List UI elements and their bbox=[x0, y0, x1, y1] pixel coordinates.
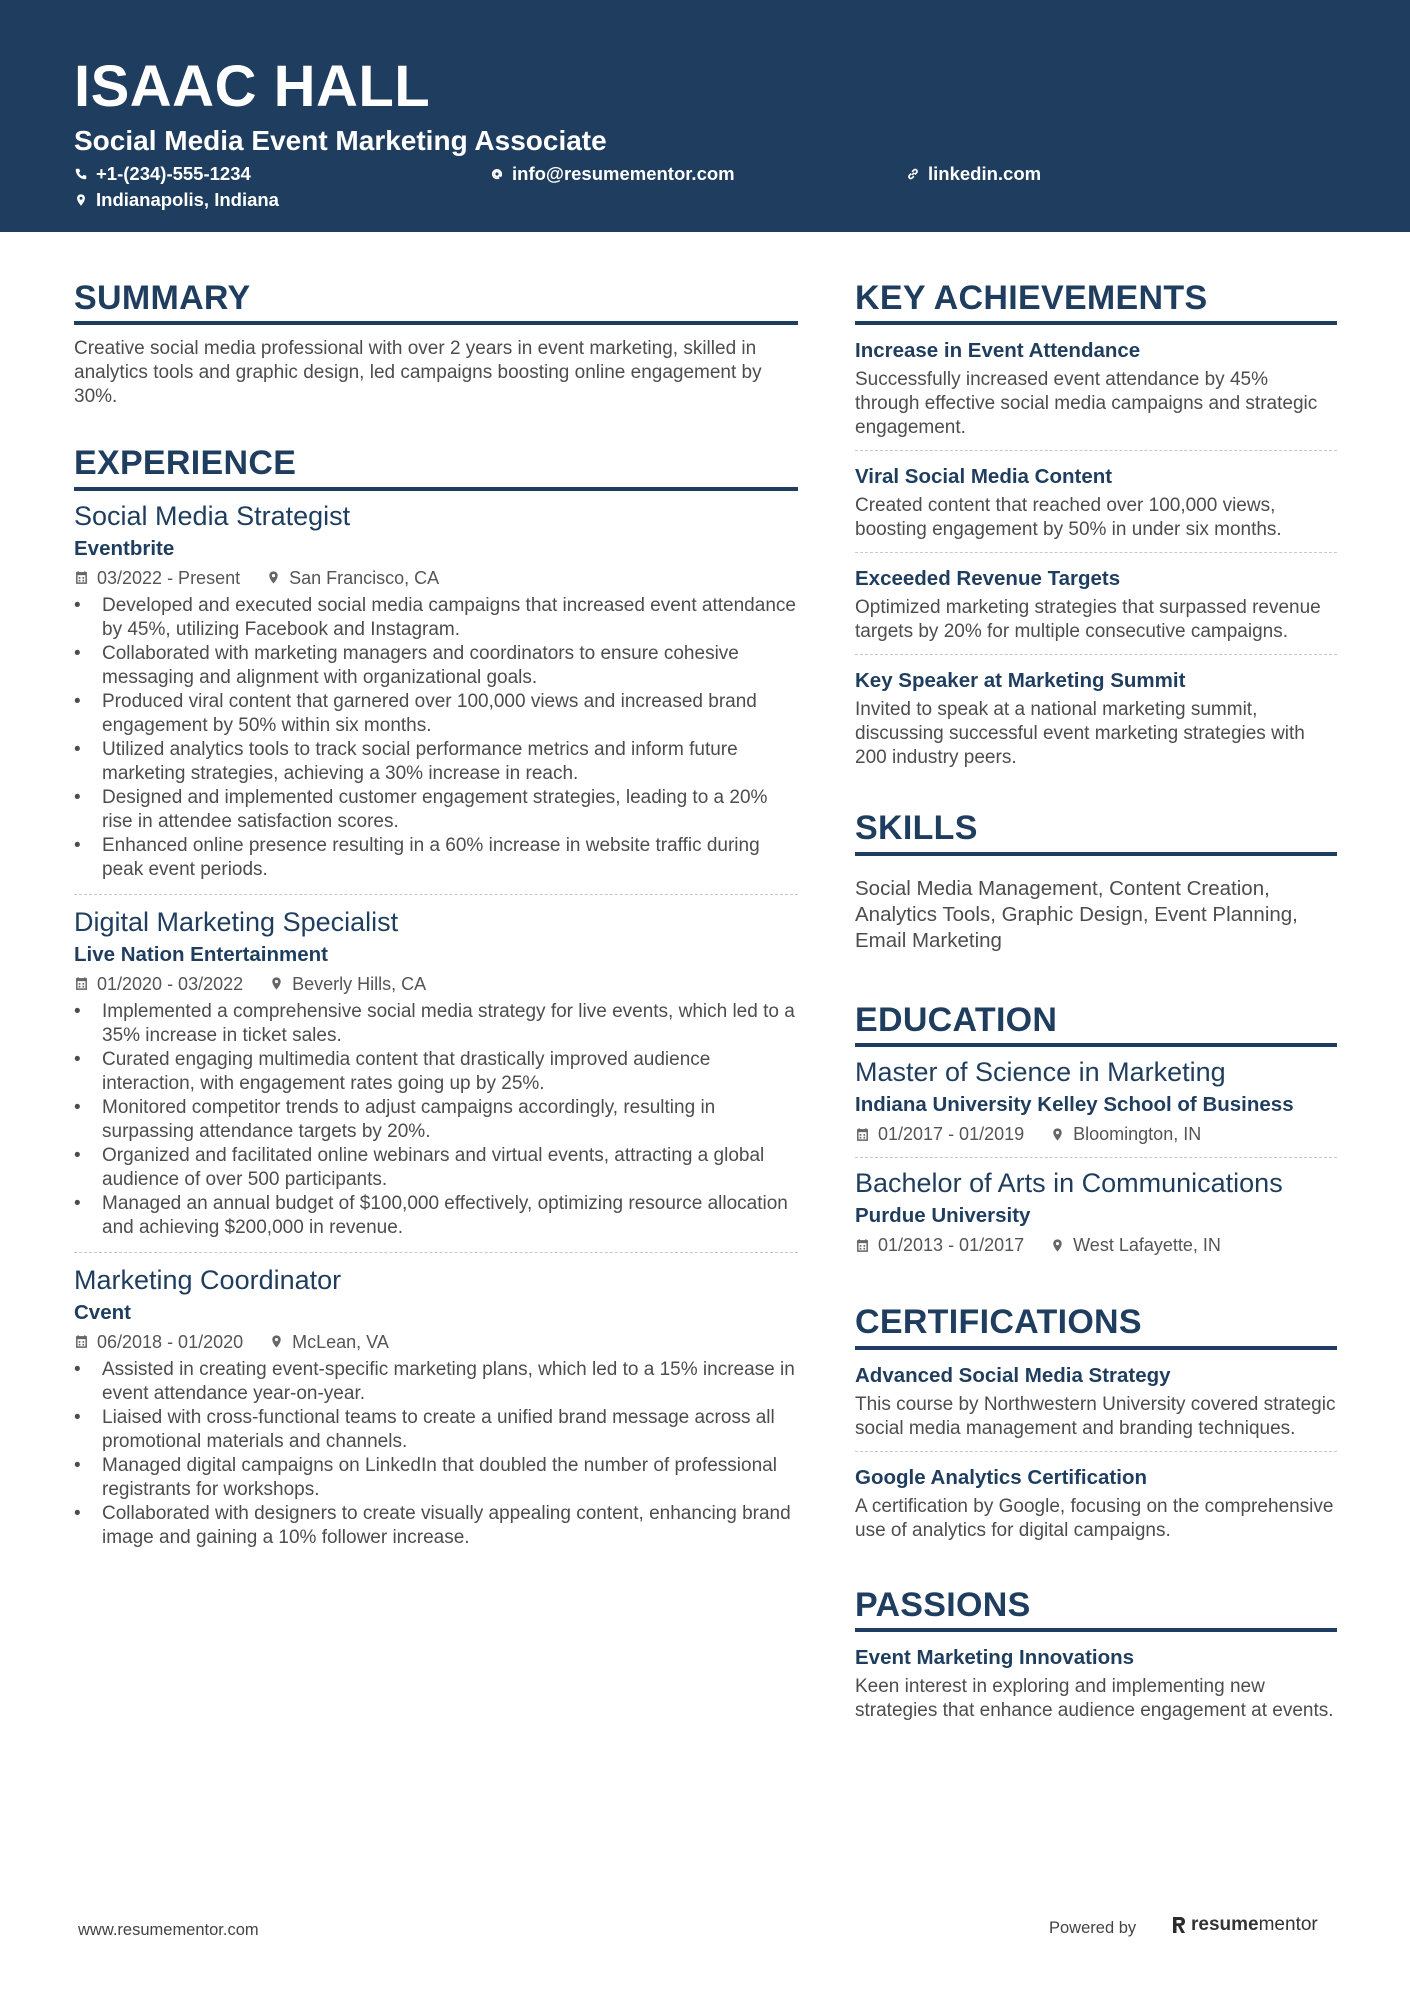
education-school: Indiana University Kelley School of Business bbox=[855, 1093, 1294, 1117]
education-degree: Master of Science in Marketing bbox=[855, 1057, 1226, 1088]
job-entry bbox=[74, 905, 798, 1253]
passion-item bbox=[855, 1632, 1337, 1733]
location-pin-icon bbox=[269, 976, 284, 991]
job-bullet: • Enhanced online presence resulting in a 60% increase in website traffic during peak event periods. bbox=[74, 834, 798, 882]
right-column bbox=[855, 280, 1337, 1733]
job-location: San Francisco, CA bbox=[289, 567, 440, 588]
job-bullet: • Organized and facilitated online webinars and virtual events, attracting a global audience of over 500 participants. bbox=[74, 1144, 798, 1192]
skills-section bbox=[855, 810, 1337, 953]
education-meta bbox=[855, 1121, 1337, 1147]
achievements-section bbox=[855, 280, 1337, 780]
job-bullet: • Utilized analytics tools to track social performance metrics and inform future marketing strategies, achieving a 30% increase in reach. bbox=[74, 738, 798, 786]
skills-text: Social Media Management, Content Creation, Analytics Tools, Graphic Design, Event Planning, Email Marketing bbox=[855, 876, 1298, 952]
at-icon bbox=[490, 167, 504, 181]
calendar-icon bbox=[74, 1334, 89, 1349]
candidate-role: Social Media Event Marketing Associate bbox=[74, 125, 607, 156]
job-bullet: • Managed digital campaigns on LinkedIn that doubled the number of professional registrants for workshops. bbox=[74, 1454, 798, 1502]
education-meta bbox=[855, 1232, 1337, 1258]
job-company: Cvent bbox=[74, 1300, 131, 1324]
achievement-item bbox=[855, 325, 1337, 451]
contact-email[interactable] bbox=[490, 165, 735, 184]
certification-item bbox=[855, 1350, 1337, 1452]
candidate-name: ISAAC HALL bbox=[74, 54, 431, 119]
linkedin-text: linkedin.com bbox=[928, 163, 1042, 184]
achievement-desc: Created content that reached over 100,000 views, boosting engagement by 50% in under six months. bbox=[855, 495, 1282, 541]
job-location: Beverly Hills, CA bbox=[292, 973, 427, 994]
passions-heading: PASSIONS bbox=[855, 1587, 1337, 1632]
location-pin-icon bbox=[269, 1334, 284, 1349]
job-company: Live Nation Entertainment bbox=[74, 942, 329, 966]
skills-heading: SKILLS bbox=[855, 810, 1337, 855]
location-pin-icon bbox=[1050, 1238, 1065, 1253]
job-dates: 06/2018 - 01/2020 bbox=[97, 1331, 244, 1352]
brand-name-light: mentor bbox=[1258, 1914, 1318, 1935]
experience-section bbox=[74, 445, 798, 1561]
achievement-title: Viral Social Media Content bbox=[855, 465, 1113, 489]
achievement-item bbox=[855, 655, 1337, 780]
job-bullets bbox=[74, 1358, 798, 1550]
education-degree: Bachelor of Arts in Communications bbox=[855, 1168, 1283, 1199]
calendar-icon bbox=[74, 976, 89, 991]
job-title: Marketing Coordinator bbox=[74, 1264, 342, 1295]
education-school: Purdue University bbox=[855, 1204, 1031, 1228]
education-item bbox=[855, 1158, 1337, 1268]
job-meta bbox=[74, 565, 798, 591]
achievement-title: Exceeded Revenue Targets bbox=[855, 567, 1121, 591]
certifications-section bbox=[855, 1304, 1337, 1552]
job-meta bbox=[74, 1329, 798, 1355]
job-entry bbox=[74, 1263, 798, 1562]
job-dates: 01/2020 - 03/2022 bbox=[97, 973, 244, 994]
certification-desc: This course by Northwestern University covered strategic social media management and branding techniques. bbox=[855, 1393, 1336, 1439]
job-entry bbox=[74, 499, 798, 895]
left-column bbox=[74, 280, 798, 1572]
calendar-icon bbox=[855, 1238, 870, 1253]
job-bullet: • Monitored competitor trends to adjust campaigns accordingly, resulting in surpassing attendance targets by 20%. bbox=[74, 1096, 798, 1144]
achievements-heading: KEY ACHIEVEMENTS bbox=[855, 280, 1337, 325]
footer-powered-by: Powered by bbox=[1049, 1919, 1137, 1937]
achievement-desc: Optimized marketing strategies that surpassed revenue targets by 20% for multiple consecutive campaigns. bbox=[855, 597, 1321, 643]
resumementor-logo-icon bbox=[1171, 1915, 1187, 1935]
job-bullet: • Managed an annual budget of $100,000 effectively, optimizing resource allocation and achieving $200,000 in revenue. bbox=[74, 1192, 798, 1240]
job-bullet: • Produced viral content that garnered over 100,000 views and increased brand engagement by 50% within six months. bbox=[74, 690, 798, 738]
job-meta bbox=[74, 971, 798, 997]
footer-url[interactable]: www.resumementor.com bbox=[78, 1921, 259, 1939]
achievement-desc: Invited to speak at a national marketing summit, discussing successful event marketing strategies with 200 industry peers. bbox=[855, 699, 1305, 769]
summary-text: Creative social media professional with over 2 years in event marketing, skilled in analytics tools and graphic design, led campaigns boosting online engagement by 30%. bbox=[74, 338, 762, 408]
phone-text: +1-(234)-555-1234 bbox=[96, 163, 251, 184]
job-bullet: • Implemented a comprehensive social media strategy for live events, which led to a 35% increase in ticket sales. bbox=[74, 1000, 798, 1048]
calendar-icon bbox=[855, 1127, 870, 1142]
calendar-icon bbox=[74, 570, 89, 585]
job-location: McLean, VA bbox=[292, 1331, 389, 1352]
email-text: info@resumementor.com bbox=[512, 163, 735, 184]
certification-title: Advanced Social Media Strategy bbox=[855, 1363, 1171, 1387]
job-dates: 03/2022 - Present bbox=[97, 567, 241, 588]
education-item bbox=[855, 1047, 1337, 1158]
education-section bbox=[855, 1002, 1337, 1268]
job-bullet: • Collaborated with designers to create visually appealing content, enhancing brand image and gaining a 10% follower increase. bbox=[74, 1502, 798, 1550]
location-pin-icon bbox=[74, 193, 88, 207]
education-heading: EDUCATION bbox=[855, 1002, 1337, 1047]
certification-item bbox=[855, 1452, 1337, 1553]
passions-section bbox=[855, 1587, 1337, 1733]
achievement-item bbox=[855, 553, 1337, 655]
achievement-title: Increase in Event Attendance bbox=[855, 339, 1141, 363]
location-pin-icon bbox=[1050, 1127, 1065, 1142]
job-title: Digital Marketing Specialist bbox=[74, 906, 399, 937]
job-bullet: • Designed and implemented customer engagement strategies, leading to a 20% rise in attendee satisfaction scores. bbox=[74, 786, 798, 834]
job-bullet: • Collaborated with marketing managers and coordinators to ensure cohesive messaging and alignment with organizational goals. bbox=[74, 642, 798, 690]
achievement-desc: Successfully increased event attendance by 45% through effective social media campaigns and strategic engagement. bbox=[855, 369, 1318, 439]
job-bullets bbox=[74, 1000, 798, 1240]
education-dates: 01/2013 - 01/2017 bbox=[878, 1235, 1025, 1256]
job-company: Eventbrite bbox=[74, 536, 175, 560]
job-bullet: • Assisted in creating event-specific marketing plans, which led to a 15% increase in event attendance year-on-year. bbox=[74, 1358, 798, 1406]
resume-header bbox=[0, 0, 1410, 232]
certifications-heading: CERTIFICATIONS bbox=[855, 1304, 1337, 1349]
link-icon bbox=[906, 167, 920, 181]
job-bullet: • Liaised with cross-functional teams to create a unified brand message across all promotional materials and channels. bbox=[74, 1406, 798, 1454]
job-title: Social Media Strategist bbox=[74, 500, 351, 531]
education-location: Bloomington, IN bbox=[1073, 1124, 1202, 1145]
education-dates: 01/2017 - 01/2019 bbox=[878, 1124, 1025, 1145]
job-bullet: • Developed and executed social media campaigns that increased event attendance by 45%, utilizing Facebook and Instagram. bbox=[74, 594, 798, 642]
education-location: West Lafayette, IN bbox=[1073, 1235, 1221, 1256]
passion-desc: Keen interest in exploring and implementing new strategies that enhance audience engagement at events. bbox=[855, 1675, 1334, 1721]
summary-heading: SUMMARY bbox=[74, 280, 798, 325]
passion-title: Event Marketing Innovations bbox=[855, 1645, 1135, 1669]
achievement-title: Key Speaker at Marketing Summit bbox=[855, 669, 1186, 693]
contact-phone[interactable] bbox=[74, 165, 251, 184]
brand-name-bold: resume bbox=[1191, 1914, 1259, 1935]
location-text: Indianapolis, Indiana bbox=[96, 189, 279, 210]
job-bullets bbox=[74, 594, 798, 882]
contact-location bbox=[74, 191, 279, 210]
job-bullet: • Curated engaging multimedia content that drastically improved audience interaction, with engagement rates going up by 25%. bbox=[74, 1048, 798, 1096]
location-pin-icon bbox=[266, 570, 281, 585]
contact-linkedin[interactable] bbox=[906, 165, 1041, 184]
summary-section bbox=[74, 280, 798, 409]
footer-brand-logo[interactable] bbox=[1171, 1914, 1318, 1936]
phone-icon bbox=[74, 167, 88, 181]
certification-desc: A certification by Google, focusing on the comprehensive use of analytics for digital campaigns. bbox=[855, 1495, 1334, 1541]
achievement-item bbox=[855, 451, 1337, 553]
experience-heading: EXPERIENCE bbox=[74, 445, 798, 490]
certification-title: Google Analytics Certification bbox=[855, 1465, 1147, 1489]
